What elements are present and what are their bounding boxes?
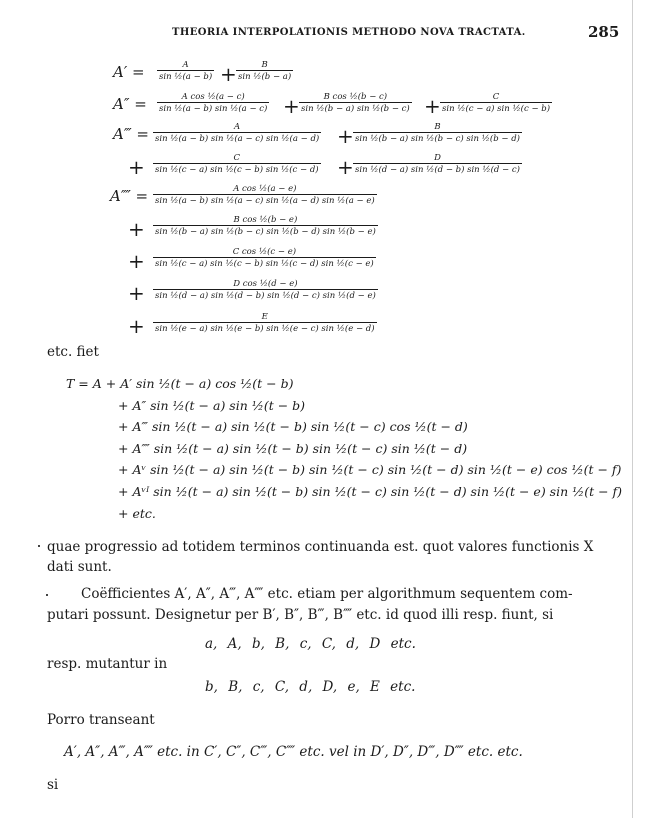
series-line: + etc.: [118, 506, 156, 521]
variable-row: a, A, b, B, c, C, d, D etc.: [205, 636, 416, 652]
fraction-numerator: C: [233, 153, 241, 163]
fraction-numerator: D: [434, 153, 441, 163]
series-line: + Aᵛ sin ½(t − a) sin ½(t − b) sin ½(t − c) sin ½(t − d) sin ½(t − e) cos ½(t − f): [118, 462, 622, 477]
fraction: [153, 184, 377, 206]
fraction-numerator: A cos ½(a − e): [233, 184, 297, 194]
fraction-denominator: sin ½(a − b) sin ½(a − c): [159, 104, 268, 114]
speck-mark: [46, 594, 48, 596]
plus-sign: +: [128, 155, 145, 179]
body-text-line: Porro transeant: [47, 712, 155, 728]
fraction-denominator: sin ½(b − a) sin ½(b − c): [301, 104, 410, 114]
body-text-line: A′, A″, A‴, A⁗ etc. in C′, C″, C‴, C⁗ etc. vel in D′, D″, D‴, D⁗ etc. etc.: [64, 744, 523, 760]
fraction-numerator: B: [261, 60, 268, 70]
fraction: [153, 215, 378, 237]
body-text-line: si: [47, 777, 59, 793]
fraction-numerator: B: [434, 122, 441, 132]
fraction-denominator: sin ½(d − a) sin ½(d − b) sin ½(d − c) sin ½(d − e): [155, 291, 376, 301]
fraction: [153, 279, 378, 301]
plus-sign: +: [337, 155, 354, 179]
fraction-numerator: A: [234, 122, 241, 132]
series-line: + A⁗ sin ½(t − a) sin ½(t − b) sin ½(t − c) sin ½(t − d): [118, 441, 468, 456]
fraction: [353, 122, 522, 144]
page-edge-line: [632, 0, 633, 818]
fraction-denominator: sin ½(e − a) sin ½(e − b) sin ½(e − c) sin ½(e − d): [155, 324, 375, 334]
fraction-denominator: sin ½(b − a) sin ½(b − c) sin ½(b − d): [355, 134, 520, 144]
fraction-denominator: sin ½(d − a) sin ½(d − b) sin ½(d − c): [355, 165, 520, 175]
body-text-line: Coëfficientes A′, A″, A‴, A⁗ etc. etiam per algorithmum sequentem com-: [81, 586, 573, 602]
variable-row: b, B, c, C, d, D, e, E etc.: [205, 679, 416, 695]
plus-sign: +: [128, 217, 145, 241]
equation-lhs-a4: A⁗ =: [110, 187, 149, 205]
fraction: [153, 247, 376, 269]
body-text-line: quae progressio ad totidem terminos continuanda est. quot valores functionis X: [47, 539, 594, 555]
body-text-line: putari possunt. Designetur per B′, B″, B‴, B⁗ etc. id quod illi resp. fiunt, si: [47, 607, 554, 623]
fraction: [153, 122, 321, 144]
fraction: [157, 60, 214, 82]
fraction-numerator: A cos ½(a − c): [181, 92, 245, 102]
body-text-line: resp. mutantur in: [47, 656, 168, 672]
page-number: 285: [588, 23, 620, 41]
equation-lhs-a3: A‴ =: [113, 125, 149, 143]
fraction: [440, 92, 552, 114]
fraction-numerator: B cos ½(b − c): [323, 92, 388, 102]
fraction: [153, 153, 321, 175]
plus-sign: +: [128, 314, 145, 338]
fraction-numerator: A: [182, 60, 189, 70]
plus-sign: +: [337, 124, 354, 148]
fraction: [353, 153, 522, 175]
fraction-denominator: sin ½(a − b) sin ½(a − c) sin ½(a − d): [155, 134, 320, 144]
series-line: T = A + A′ sin ½(t − a) cos ½(t − b): [66, 376, 294, 391]
plus-sign: +: [220, 62, 237, 86]
fraction-denominator: sin ½(c − a) sin ½(c − b) sin ½(c − d) sin ½(c − e): [155, 259, 374, 269]
body-text-line: dati sunt.: [47, 559, 112, 575]
series-line: + A‴ sin ½(t − a) sin ½(t − b) sin ½(t − c) cos ½(t − d): [118, 419, 468, 434]
plus-sign: +: [283, 94, 300, 118]
plus-sign: +: [128, 281, 145, 305]
speck-mark: [38, 545, 40, 547]
equation-lhs-a2: A″ =: [113, 95, 147, 113]
series-line: + Aᵛᴵ sin ½(t − a) sin ½(t − b) sin ½(t − c) sin ½(t − d) sin ½(t − e) sin ½(t − f): [118, 484, 623, 499]
equation-lhs-a1: A′ =: [113, 63, 145, 81]
fraction: [299, 92, 412, 114]
fraction-denominator: sin ½(a − b) sin ½(a − c) sin ½(a − d) sin ½(a − e): [155, 196, 375, 206]
etc-fiet-text: etc. fiet: [47, 344, 99, 360]
fraction: [236, 60, 293, 82]
plus-sign: +: [128, 249, 145, 273]
fraction: [153, 312, 377, 334]
fraction-numerator: E: [261, 312, 268, 322]
running-header: THEORIA INTERPOLATIONIS METHODO NOVA TRACTATA.: [172, 27, 526, 38]
fraction-denominator: sin ½(c − a) sin ½(c − b) sin ½(c − d): [155, 165, 319, 175]
fraction-denominator: sin ½(c − a) sin ½(c − b): [442, 104, 551, 114]
fraction-numerator: C cos ½(c − e): [232, 247, 297, 257]
fraction-numerator: C: [492, 92, 500, 102]
fraction-denominator: sin ½(b − a) sin ½(b − c) sin ½(b − d) sin ½(b − e): [155, 227, 376, 237]
fraction-denominator: sin ½(b − a): [238, 72, 292, 82]
fraction: [157, 92, 269, 114]
plus-sign: +: [424, 94, 441, 118]
fraction-numerator: B cos ½(b − e): [233, 215, 298, 225]
fraction-denominator: sin ½(a − b): [159, 72, 213, 82]
fraction-numerator: D cos ½(d − e): [233, 279, 298, 289]
series-line: + A″ sin ½(t − a) sin ½(t − b): [118, 398, 306, 413]
